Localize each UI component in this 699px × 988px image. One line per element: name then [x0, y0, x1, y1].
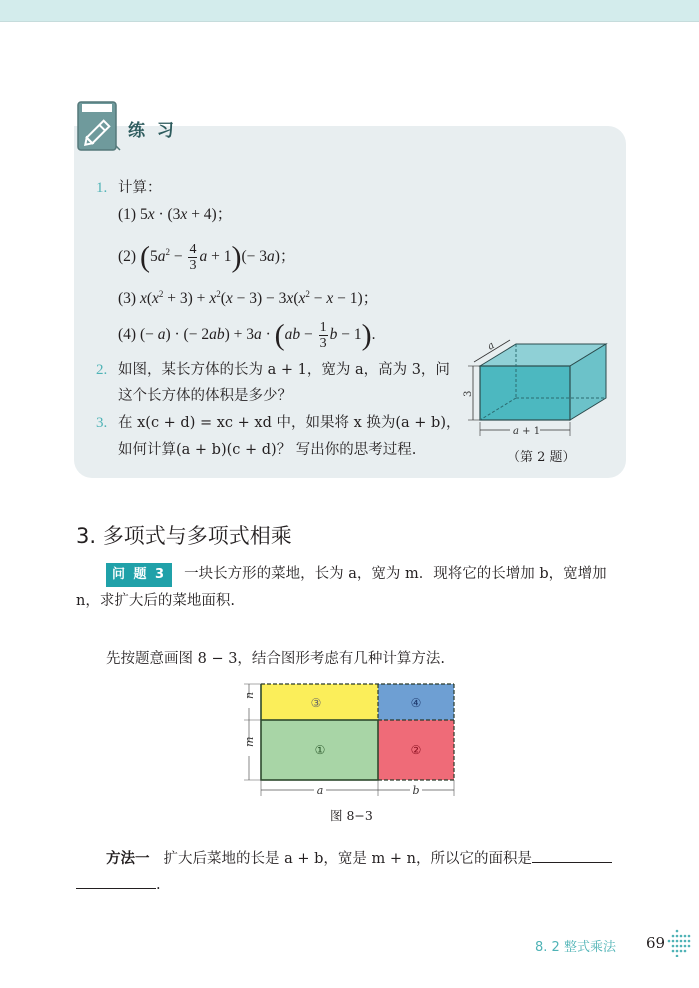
q3-line2: 如何计算(a + b)(c + d)？ 写出你的思考过程. [118, 442, 417, 458]
problem-line2: n，求扩大后的菜地面积. [76, 593, 235, 609]
q2-line1: 2. 如图，某长方体的长为 a + 1，宽为 a，高为 3，问 [96, 362, 450, 378]
answer-blank-2[interactable] [76, 874, 156, 889]
answer-blank-1[interactable] [532, 848, 612, 863]
q1-item-3: (3) $x(x^2 + 3) + x^2(x - 3) - 3x(x^2 - x - 1)$； [118, 289, 379, 307]
svg-text:a: a [316, 784, 324, 797]
q1-prompt: 1. 计算： [96, 180, 162, 196]
q2-line2: 这个长方体的体积是多少？ [118, 388, 292, 404]
svg-text:①: ① [314, 743, 326, 757]
instruction: 先按题意画图 8 − 3，结合图形考虑有几种计算方法. [106, 651, 446, 667]
q1-number: 1. [96, 180, 108, 196]
method1-label: 方法一 [106, 851, 150, 867]
q1-item-4: (4) (− a) · (− 2ab) + 3a · (ab − $\frac{1}{3}$ b − 1). [118, 318, 376, 352]
decorative-dots-icon [664, 929, 696, 957]
cuboid-figure [460, 336, 620, 440]
problem-badge: 问 题 3 [106, 563, 172, 587]
svg-text:n: n [243, 691, 256, 699]
q1-item-2: (2) ($5a^2$ − $\frac{4}{3}$ a + 1)(− 3a)； [118, 240, 296, 274]
practice-title: 练 习 [128, 121, 177, 141]
problem-line1: 问 题 3 一块长方形的菜地，长为 a，宽为 m．现将它的长增加 b，宽增加 [106, 563, 607, 587]
footer-section-label: 8. 2 整式乘法 [535, 940, 616, 955]
top-header-band [0, 0, 699, 22]
svg-text:②: ② [410, 743, 422, 757]
q1-item-1: (1) 5x · (3x + 4)； [118, 206, 233, 223]
svg-text:m: m [243, 736, 256, 747]
svg-text:b: b [412, 784, 420, 797]
figure-8-3 [236, 678, 466, 800]
figure-8-3-caption: 图 8−3 [330, 808, 373, 823]
svg-text:③: ③ [310, 696, 322, 710]
svg-text:④: ④ [410, 696, 422, 710]
cuboid-caption: （第 2 题） [507, 450, 576, 465]
method1-line2: . [76, 874, 161, 896]
q3-line1: 3. 在 x(c + d) = xc + xd 中，如果将 x 换为(a + b)， [96, 415, 461, 431]
method1-line1: 方法一 扩大后菜地的长是 a + b，宽是 m + n，所以它的面积是 [106, 848, 612, 870]
svg-text:a: a [485, 340, 497, 353]
svg-text:a + 1: a + 1 [513, 426, 541, 437]
notebook-pencil-icon [76, 100, 122, 152]
page-number: 69 [646, 934, 666, 952]
svg-text:3: 3 [463, 390, 474, 397]
section-title: 3. 多项式与多项式相乘 [76, 524, 292, 548]
